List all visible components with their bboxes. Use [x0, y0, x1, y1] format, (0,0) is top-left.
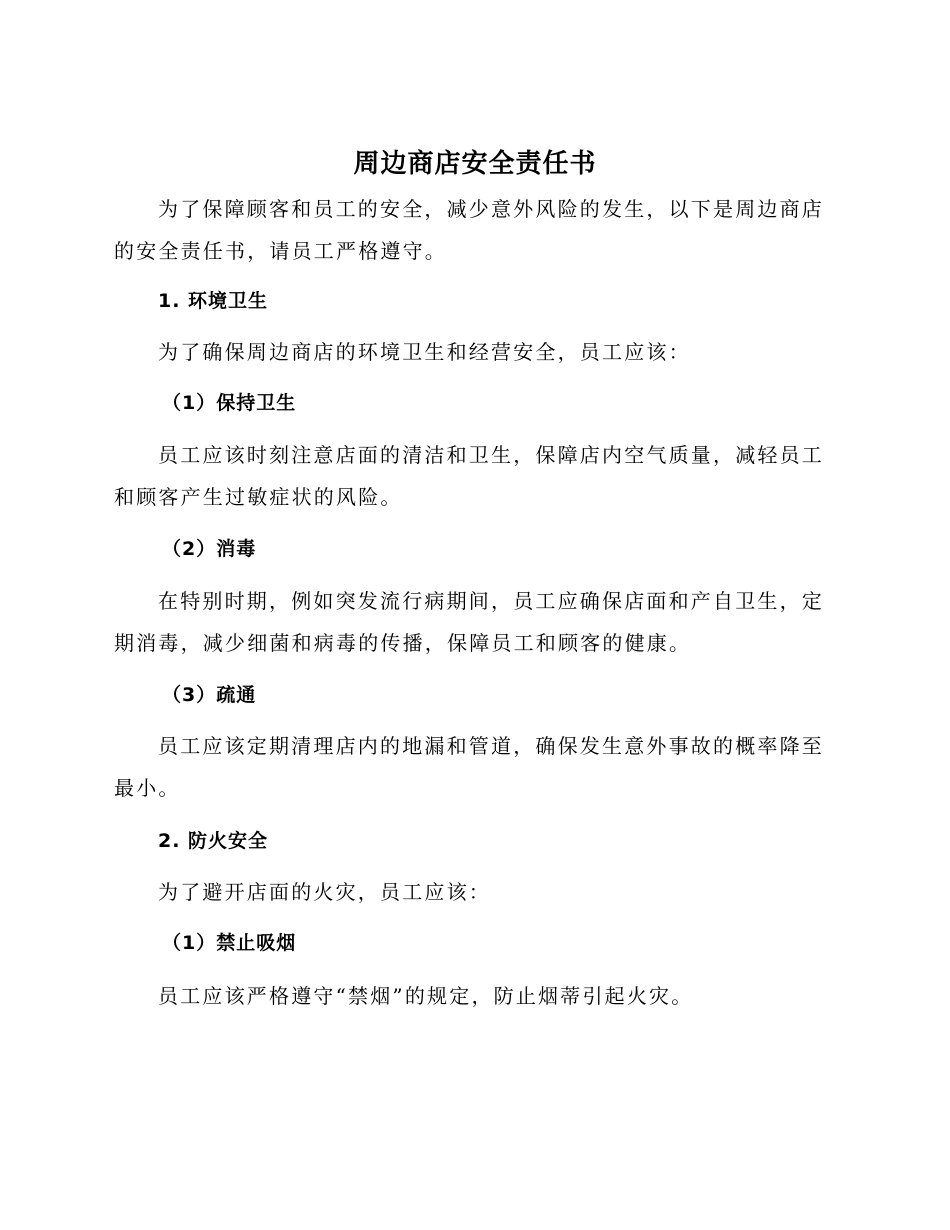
- item-text-disinfect: 在特别时期，例如突发流行病期间，员工应确保店面和产自卫生，定期消毒，减少细菌和病毒的传播，保障员工和顾客的健康。: [114, 589, 824, 655]
- section-heading-fire-safety: 2. 防火安全: [158, 830, 269, 852]
- item-title-drainage: （3）疏通: [162, 684, 257, 706]
- item-title-keep-clean: （1）保持卫生: [162, 392, 297, 414]
- item-text-drainage: 员工应该定期清理店内的地漏和管道，确保发生意外事故的概率降至最小。: [114, 734, 824, 800]
- section-lead-environment: 为了确保周边商店的环境卫生和经营安全，员工应该：: [158, 340, 691, 364]
- document-title: 周边商店安全责任书: [353, 149, 597, 179]
- section-heading-environment: 1. 环境卫生: [158, 290, 269, 312]
- item-title-no-smoking: （1）禁止吸烟: [162, 932, 297, 954]
- section-lead-fire-safety: 为了避开店面的火灾，员工应该：: [158, 880, 491, 904]
- intro-paragraph: 为了保障顾客和员工的安全，减少意外风险的发生，以下是周边商店的安全责任书，请员工严格遵守。: [114, 197, 824, 263]
- item-text-no-smoking: 员工应该严格遵守“禁烟”的规定，防止烟蒂引起火灾。: [158, 984, 694, 1008]
- item-title-disinfect: （2）消毒: [162, 538, 257, 560]
- item-text-keep-clean: 员工应该时刻注意店面的清洁和卫生，保障店内空气质量，减轻员工和顾客产生过敏症状的风险。: [114, 443, 824, 509]
